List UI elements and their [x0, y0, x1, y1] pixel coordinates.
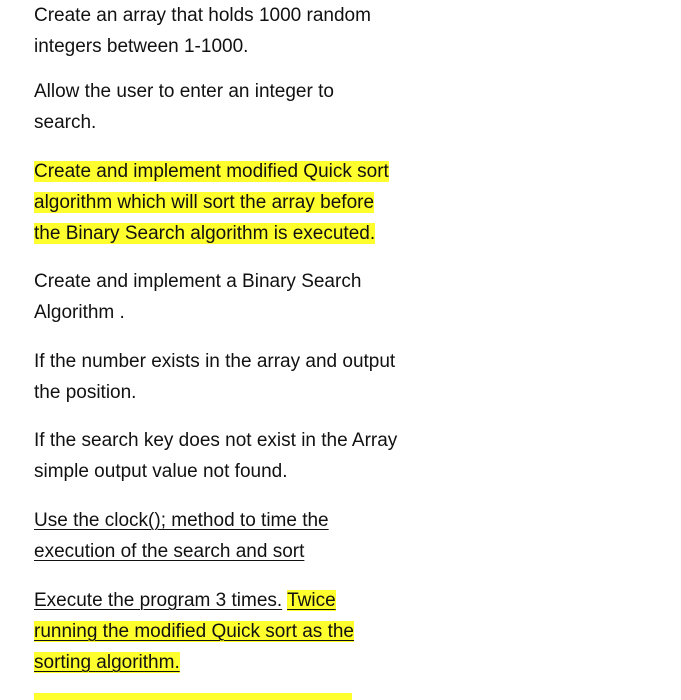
paragraph-binary-search: [34, 266, 361, 328]
paragraph-output-position: [34, 346, 395, 408]
paragraph-user-input: [34, 76, 334, 138]
paragraph-clock-timing: [34, 505, 329, 567]
text-line: If the search key does not exist in the Array: [34, 430, 398, 451]
text-line: If the number exists in the array and output: [34, 351, 396, 372]
highlighted-underlined-text-line: sorting algorithm.: [34, 652, 180, 673]
underlined-text-line: execution of the search and sort: [34, 541, 305, 562]
underlined-text: Execute the program 3 times.: [34, 590, 283, 611]
paragraph-array-creation: [34, 0, 371, 62]
highlighted-text-line: Create and implement modified Quick sort: [34, 161, 389, 182]
text-line: Algorithm .: [34, 302, 125, 323]
paragraph-not-found: [34, 425, 397, 487]
text-line: Create an array that holds 1000 random: [34, 5, 371, 26]
highlighted-text-line: the Binary Search algorithm is executed.: [34, 223, 376, 244]
highlighted-text-line: algorithm which will sort the array before: [34, 192, 375, 213]
text-line: Create and implement a Binary Search: [34, 271, 362, 292]
underlined-text-line: Use the clock(); method to time the: [34, 510, 329, 531]
paragraph-execute-program: [34, 585, 354, 678]
highlighted-underlined-text: Twice: [287, 590, 336, 611]
text-line: the position.: [34, 382, 137, 403]
text-line: Allow the user to enter an integer to: [34, 81, 334, 102]
text-line: integers between 1-1000.: [34, 36, 249, 57]
highlighted-underlined-text-line: running the modified Quick sort as the: [34, 621, 355, 642]
cut-off-highlighted-line: [34, 693, 352, 700]
text-line: search.: [34, 112, 97, 133]
text-line: simple output value not found.: [34, 461, 288, 482]
paragraph-quick-sort-highlighted: [34, 156, 389, 249]
